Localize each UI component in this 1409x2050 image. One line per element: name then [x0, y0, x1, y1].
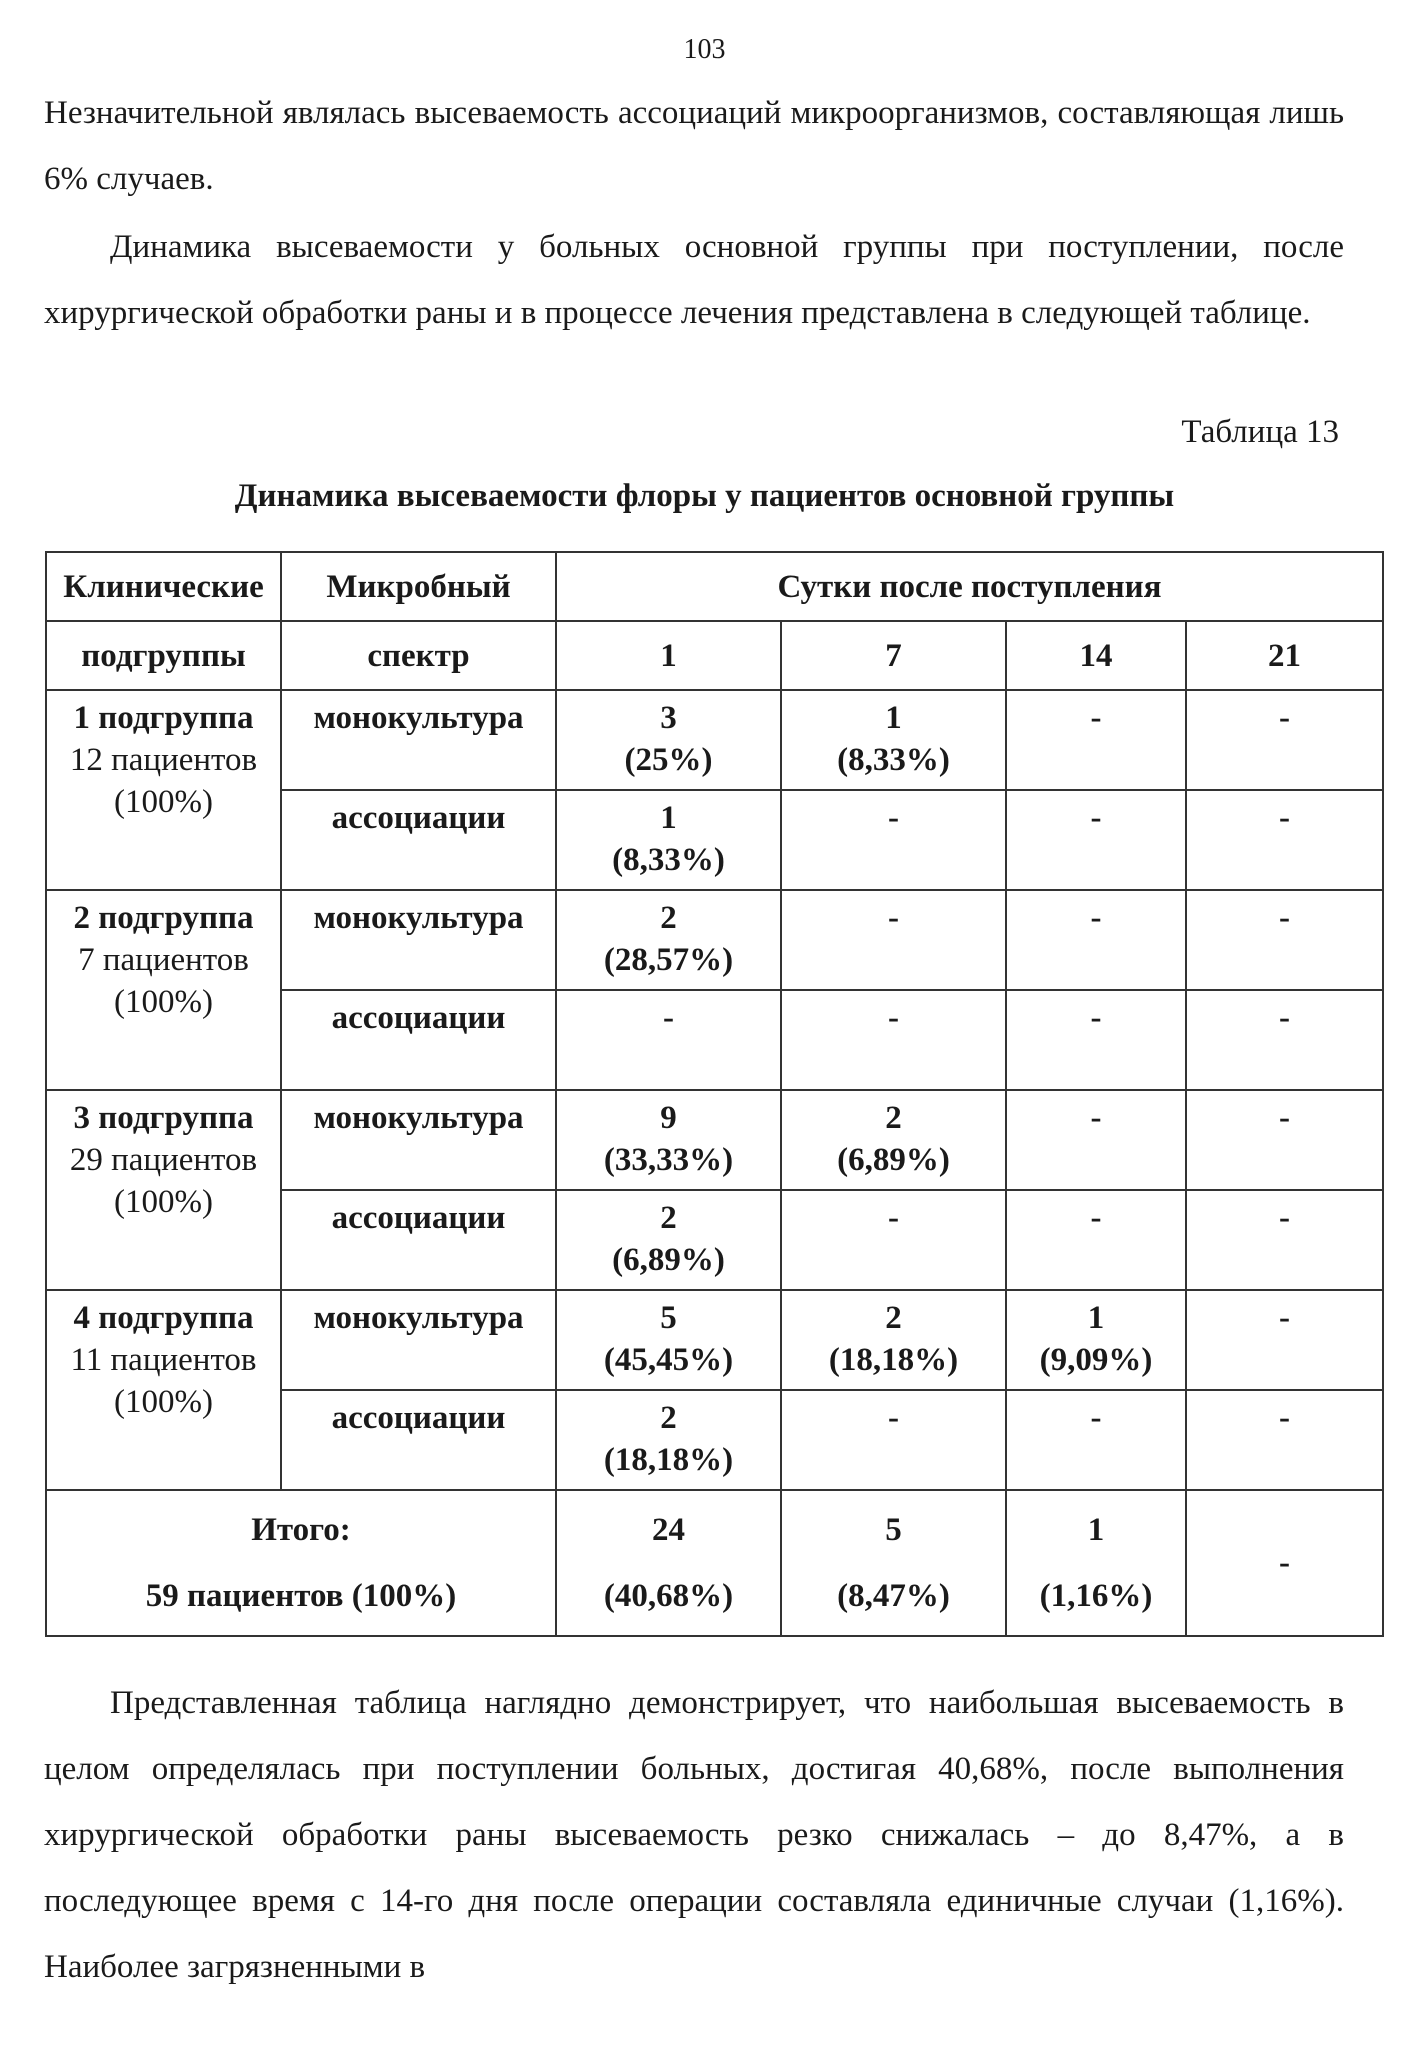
header-row-1 [46, 552, 1383, 621]
header-microbial-spectrum-1: Микробный [281, 552, 556, 621]
spectrum-cell: ассоциации [281, 990, 556, 1090]
value-count: 2 [885, 1100, 902, 1136]
total-label-cell [46, 1490, 556, 1636]
value-count: - [1090, 1200, 1102, 1236]
value-cell [781, 1390, 1006, 1490]
value-count: - [1279, 1200, 1290, 1236]
value-cell [1006, 990, 1186, 1090]
spectrum-cell: монокультура [281, 690, 556, 790]
subgroup-name: 3 подгруппа [73, 1100, 254, 1136]
subgroup-count: 12 пациентов [69, 742, 258, 778]
value-cell [1006, 690, 1186, 790]
value-cell [781, 890, 1006, 990]
value-count: 5 [660, 1300, 677, 1336]
value-count: - [1279, 700, 1290, 736]
value-count: - [1090, 1000, 1102, 1036]
paragraph-2-text: Динамика высеваемости у больных основной группы при поступлении, после хирургической обработки раны и в процессе лечения представлена в следующей таблице. [44, 229, 1344, 331]
table-row [46, 1290, 1383, 1390]
value-count: - [1090, 1400, 1102, 1436]
value-count: - [1090, 1100, 1102, 1136]
value-count: - [1090, 900, 1102, 936]
value-cell [1006, 890, 1186, 990]
subgroup-cell [46, 1090, 281, 1290]
value-cell [781, 990, 1006, 1090]
total-value-cell [1006, 1490, 1186, 1636]
value-percent: (18,18%) [828, 1342, 959, 1378]
spectrum-cell: ассоциации [281, 790, 556, 890]
header-row-2 [46, 621, 1383, 690]
subgroup-cell [46, 1290, 281, 1490]
header-day-14: 14 [1006, 621, 1186, 690]
header-day-7: 7 [781, 621, 1006, 690]
value-percent: (9,09%) [1039, 1342, 1153, 1378]
value-count: 24 [652, 1512, 685, 1548]
value-cell [781, 1090, 1006, 1190]
subgroup-percent: (100%) [114, 1384, 213, 1420]
value-count: - [1279, 1545, 1290, 1581]
value-count: 1 [1087, 1300, 1105, 1336]
value-count: 2 [660, 1200, 677, 1236]
value-percent: (8,47%) [837, 1578, 950, 1614]
value-count: - [1279, 1300, 1290, 1336]
paragraph-1: Незначительной являлась высеваемость ассоциаций микроорганизмов, составляющая лишь 6% случаев. [44, 95, 1344, 197]
value-count: - [888, 800, 899, 836]
spectrum-cell: монокультура [281, 890, 556, 990]
value-count: - [1279, 900, 1290, 936]
value-count: 9 [660, 1100, 677, 1136]
value-percent: (8,33%) [837, 742, 950, 778]
value-count: 3 [660, 700, 677, 736]
value-percent: (45,45%) [603, 1342, 734, 1378]
value-percent: (1,16%) [1039, 1578, 1153, 1614]
value-cell [556, 1390, 781, 1490]
table-row [46, 890, 1383, 990]
subgroup-percent: (100%) [114, 784, 213, 820]
total-value-cell [1186, 1490, 1383, 1636]
value-cell [1186, 890, 1383, 990]
value-count: - [1279, 1100, 1290, 1136]
subgroup-count: 11 пациентов [70, 1342, 257, 1378]
paragraph-2 [44, 214, 1344, 346]
table-row [46, 690, 1383, 790]
value-cell [1186, 790, 1383, 890]
value-cell [556, 890, 781, 990]
page-number: 103 [683, 34, 726, 65]
value-count: 1 [885, 700, 902, 736]
value-cell [556, 690, 781, 790]
value-cell [1006, 1190, 1186, 1290]
total-value-cell [556, 1490, 781, 1636]
value-cell [1186, 990, 1383, 1090]
value-count: - [888, 1200, 899, 1236]
spectrum-cell: ассоциации [281, 1190, 556, 1290]
subgroup-count: 7 пациентов [78, 942, 249, 978]
subgroup-count: 29 пациентов [69, 1142, 258, 1178]
total-patients: 59 пациентов (100%) [145, 1578, 457, 1614]
table-title: Динамика высеваемости флоры у пациентов основной группы [234, 478, 1175, 514]
value-count: - [888, 1000, 899, 1036]
value-cell [781, 790, 1006, 890]
value-percent: (18,18%) [603, 1442, 734, 1478]
header-clinical-subgroups-2: подгруппы [46, 621, 281, 690]
value-cell [556, 990, 781, 1090]
value-cell [1186, 1190, 1383, 1290]
header-day-1: 1 [556, 621, 781, 690]
value-count: 1 [1087, 1512, 1105, 1548]
subgroup-name: 1 подгруппа [73, 700, 254, 736]
subgroup-percent: (100%) [114, 1184, 213, 1220]
value-cell [556, 1090, 781, 1190]
value-cell [556, 790, 781, 890]
table-row [46, 1090, 1383, 1190]
value-percent: (6,89%) [837, 1142, 950, 1178]
header-days-group: Сутки после поступления [556, 552, 1383, 621]
total-row [46, 1490, 1383, 1636]
total-label: Итого: [251, 1512, 351, 1548]
subgroup-name: 4 подгруппа [73, 1300, 254, 1336]
spectrum-cell: монокультура [281, 1090, 556, 1190]
value-percent: (25%) [624, 742, 713, 778]
value-cell [1006, 790, 1186, 890]
value-cell [556, 1290, 781, 1390]
value-cell [1186, 690, 1383, 790]
value-cell [1186, 1390, 1383, 1490]
value-count: - [1279, 1400, 1290, 1436]
value-cell [1186, 1090, 1383, 1190]
value-cell [1006, 1090, 1186, 1190]
spectrum-cell: монокультура [281, 1290, 556, 1390]
value-cell [781, 690, 1006, 790]
total-value-cell [781, 1490, 1006, 1636]
value-count: - [1090, 800, 1102, 836]
value-count: - [1090, 700, 1102, 736]
header-microbial-spectrum-2: спектр [281, 621, 556, 690]
value-percent: (28,57%) [603, 942, 734, 978]
value-cell [781, 1290, 1006, 1390]
data-table [45, 551, 1384, 1637]
value-count: 2 [885, 1300, 902, 1336]
value-cell [556, 1190, 781, 1290]
value-cell [1006, 1390, 1186, 1490]
value-count: - [1279, 800, 1290, 836]
value-count: 5 [885, 1512, 902, 1548]
value-count: - [1279, 1000, 1290, 1036]
value-count: 2 [660, 900, 677, 936]
value-count: - [888, 1400, 899, 1436]
table-label: Таблица 13 [1181, 414, 1339, 450]
paragraph-3 [44, 1670, 1344, 2000]
header-clinical-subgroups-1: Клинические [46, 552, 281, 621]
value-count: 1 [660, 800, 677, 836]
spectrum-cell: ассоциации [281, 1390, 556, 1490]
subgroup-name: 2 подгруппа [73, 900, 254, 936]
value-percent: (6,89%) [612, 1242, 725, 1278]
header-day-21: 21 [1186, 621, 1383, 690]
value-count: - [663, 1000, 674, 1036]
value-count: - [888, 900, 899, 936]
value-percent: (33,33%) [603, 1142, 734, 1178]
value-cell [1006, 1290, 1186, 1390]
value-cell [781, 1190, 1006, 1290]
value-percent: (8,33%) [612, 842, 725, 878]
value-count: 2 [660, 1400, 677, 1436]
subgroup-cell [46, 690, 281, 890]
subgroup-percent: (100%) [114, 984, 213, 1020]
value-cell [1186, 1290, 1383, 1390]
paragraph-3-text: Представленная таблица наглядно демонстрирует, что наибольшая высеваемость в целом определялась при поступлении больных, достигая 40,68%, после выполнения хирургической обработки раны высеваемость резко снижалась – до 8,47%, а в последующее время с 14-го дня после операции составляла единичные случаи (1,16%). Наиболее загрязненными в [44, 1685, 1344, 1985]
subgroup-cell [46, 890, 281, 1090]
value-percent: (40,68%) [603, 1578, 734, 1614]
